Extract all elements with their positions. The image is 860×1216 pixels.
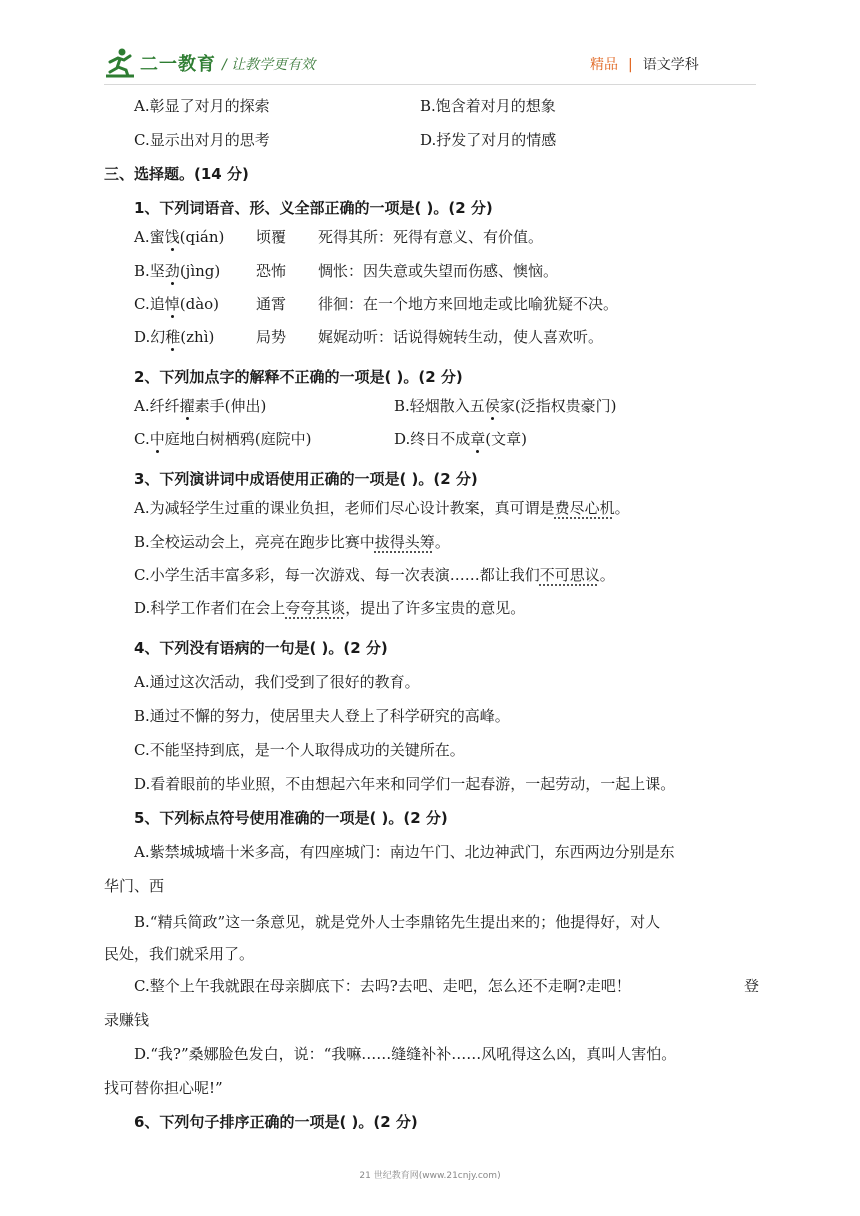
question-3-stem: 3、下列演讲词中成语使用正确的一项是( )。(2 分) — [134, 470, 478, 488]
q2-option-a: A.纤纤擢素手(伸出) — [134, 397, 267, 415]
q2-option-c: C.中庭地白树栖鸦(庭院中) — [134, 430, 312, 448]
section-title: 三、选择题。(14 分) — [104, 165, 249, 183]
option-c: C.显示出对月的思考 — [134, 131, 270, 149]
q5-option-b-line2: 民处，我们就采用了。 — [104, 945, 255, 963]
question-1-stem: 1、下列词语音、形、义全部正确的一项是( )。(2 分) — [134, 199, 493, 217]
q2-option-b: B.轻烟散入五侯家(泛指权贵豪门) — [394, 397, 617, 415]
page-header — [0, 0, 860, 90]
logo-text: 二一教育 — [140, 54, 216, 75]
page-footer: 21 世纪教育网(www.21cnjy.com) — [359, 1171, 501, 1181]
header-divider — [104, 84, 756, 85]
q1-option-a: A.蜜饯(qián) 顷覆 死得其所：死得有意义、有价值。 — [134, 228, 544, 246]
q5-option-c-line1-end: 登 — [744, 977, 760, 995]
q5-option-d-line2: 找可替你担心呢!” — [104, 1079, 223, 1097]
q1-option-c: C.追悼(dào) 通霄 徘徊：在一个地方来回地走或比喻犹疑不决。 — [134, 295, 619, 313]
question-5-stem: 5、下列标点符号使用准确的一项是( )。(2 分) — [134, 809, 448, 827]
q3-option-a: A.为减轻学生过重的课业负担，老师们尽心设计教案，真可谓是费尽心机。 — [134, 499, 630, 517]
q4-option-d: D.看着眼前的毕业照，不由想起六年来和同学们一起春游，一起劳动，一起上课。 — [134, 775, 676, 793]
question-6-stem: 6、下列句子排序正确的一项是( )。(2 分) — [134, 1113, 418, 1131]
brand-label — [590, 54, 699, 74]
q4-option-c: C.不能坚持到底，是一个人取得成功的关键所在。 — [134, 741, 465, 759]
q5-option-c-line1: C.整个上午我就跟在母亲脚底下：去吗?去吧、走吧，怎么还不走啊?走吧！ — [134, 977, 631, 995]
option-d: D.抒发了对月的情感 — [420, 131, 557, 149]
q2-option-d: D.终日不成章(文章) — [394, 430, 527, 448]
q5-option-a-line2: 华门、西 — [104, 877, 165, 895]
question-2-stem: 2、下列加点字的解释不正确的一项是( )。(2 分) — [134, 368, 463, 386]
option-b: B.饱含着对月的想象 — [420, 97, 556, 115]
q5-option-c-line2: 录赚钱 — [104, 1011, 150, 1029]
question-4-stem: 4、下列没有语病的一句是( )。(2 分) — [134, 639, 388, 657]
q5-option-a-line1: A.紫禁城城墙十米多高，有四座城门：南边午门、北边神武门，东西两边分别是东 — [134, 843, 675, 861]
option-a: A.彰显了对月的探索 — [134, 97, 270, 115]
q4-option-b: B.通过不懈的努力，使居里夫人登上了科学研究的高峰。 — [134, 707, 510, 725]
q3-option-c: C.小学生活丰富多彩，每一次游戏、每一次表演……都让我们不可思议。 — [134, 566, 615, 584]
q1-option-d: D.幻稚(zhì) 局势 娓娓动听：话说得婉转生动，使人喜欢听。 — [134, 328, 604, 346]
q5-option-b-line1: B.“精兵简政”这一条意见，就是党外人士李鼎铭先生提出来的；他提得好，对人 — [134, 913, 661, 931]
q3-option-d: D.科学工作者们在会上夸夸其谈，提出了许多宝贵的意见。 — [134, 599, 526, 617]
q3-option-b: B.全校运动会上，亮亮在跑步比赛中拔得头筹。 — [134, 533, 450, 551]
logo — [104, 46, 224, 82]
brand-quality: 精品 — [590, 57, 618, 73]
runner-logo-icon — [104, 46, 138, 80]
q1-option-b: B.坚劲(jìng) 恐怖 惆怅：因失意或失望而伤感、懊恼。 — [134, 262, 559, 280]
q5-option-d-line1: D.“我?”桑娜脸色发白，说：“我嘛……缝缝补补……风吼得这么凶，真叫人害怕。 — [134, 1045, 677, 1063]
q4-option-a: A.通过这次活动，我们受到了很好的教育。 — [134, 673, 420, 691]
slogan: / 让教学更有效 — [222, 57, 316, 73]
brand-separator: | — [628, 57, 633, 73]
brand-subject: 语文学科 — [642, 57, 699, 73]
